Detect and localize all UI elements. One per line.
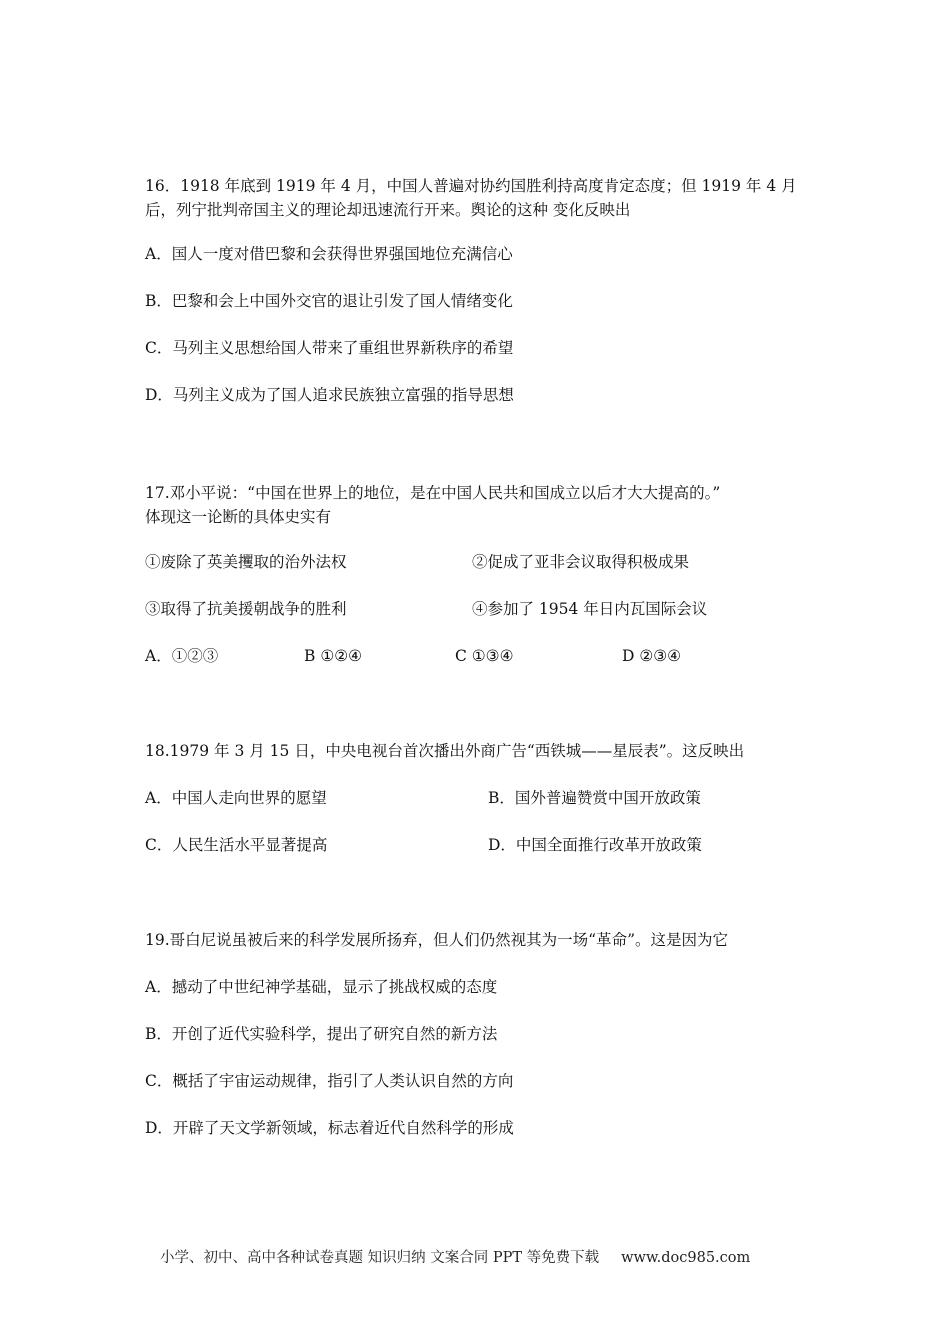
q18-option-a: A．中国人走向世界的愿望 xyxy=(145,789,327,807)
q18-stem: 18.1979 年 3 月 15 日，中央电视台首次播出外商广告“西铁城——星辰表”。这反映出 xyxy=(145,742,745,760)
footer-text: 小学、初中、高中各种试卷真题 知识归纳 文案合同 PPT 等免费下载 xyxy=(160,1250,600,1266)
q17-option-a: A．①②③ xyxy=(145,647,219,665)
q19-stem: 19.哥白尼说虽被后来的科学发展所扬弃，但人们仍然视其为一场“革命”。这是因为它 xyxy=(145,931,729,949)
page-footer xyxy=(160,1246,750,1267)
q17-stem-line-2: 体现这一论断的具体史实有 xyxy=(145,508,332,526)
q17-option-c: C ①③④ xyxy=(455,647,514,665)
q16-option-c: C．马列主义思想给国人带来了重组世界新秩序的希望 xyxy=(145,339,514,357)
q18-option-c: C．人民生活水平显著提高 xyxy=(145,836,328,854)
q17-item-2: ②促成了亚非会议取得积极成果 xyxy=(472,553,690,571)
q17-option-d: D ②③④ xyxy=(622,647,682,665)
q17-item-4: ④参加了 1954 年日内瓦国际会议 xyxy=(472,600,708,618)
q16-option-a: A．国人一度对借巴黎和会获得世界强国地位充满信心 xyxy=(145,245,513,263)
q18-option-d: D．中国全面推行改革开放政策 xyxy=(488,836,702,854)
q17-stem-line-1: 17.邓小平说：“中国在世界上的地位，是在中国人民共和国成立以后才大大提高的。” xyxy=(145,484,721,502)
q16-stem-line-1: 16．1918 年底到 1919 年 4 月，中国人普遍对协约国胜利持高度肯定态度；但 1919 年 4 月 xyxy=(145,177,797,195)
q17-item-1: ①废除了英美攫取的治外法权 xyxy=(145,553,347,571)
q16-stem-line-2: 后，列宁批判帝国主义的理论却迅速流行开来。舆论的这种 变化反映出 xyxy=(145,201,631,219)
q19-option-b: B．开创了近代实验科学，提出了研究自然的新方法 xyxy=(145,1025,498,1043)
q18-option-b: B．国外普遍赞赏中国开放政策 xyxy=(488,789,701,807)
q17-item-3: ③取得了抗美援朝战争的胜利 xyxy=(145,600,347,618)
q16-option-b: B．巴黎和会上中国外交官的退让引发了国人情绪变化 xyxy=(145,292,513,310)
q19-option-d: D．开辟了天文学新领域，标志着近代自然科学的形成 xyxy=(145,1119,514,1137)
q19-option-a: A．撼动了中世纪神学基础，显示了挑战权威的态度 xyxy=(145,978,498,996)
footer-site-link[interactable]: www.doc985.com xyxy=(621,1250,751,1266)
q16-option-d: D．马列主义成为了国人追求民族独立富强的指导思想 xyxy=(145,386,514,404)
q17-option-b: B ①②④ xyxy=(304,647,363,665)
q19-option-c: C．概括了宇宙运动规律，指引了人类认识自然的方向 xyxy=(145,1072,514,1090)
